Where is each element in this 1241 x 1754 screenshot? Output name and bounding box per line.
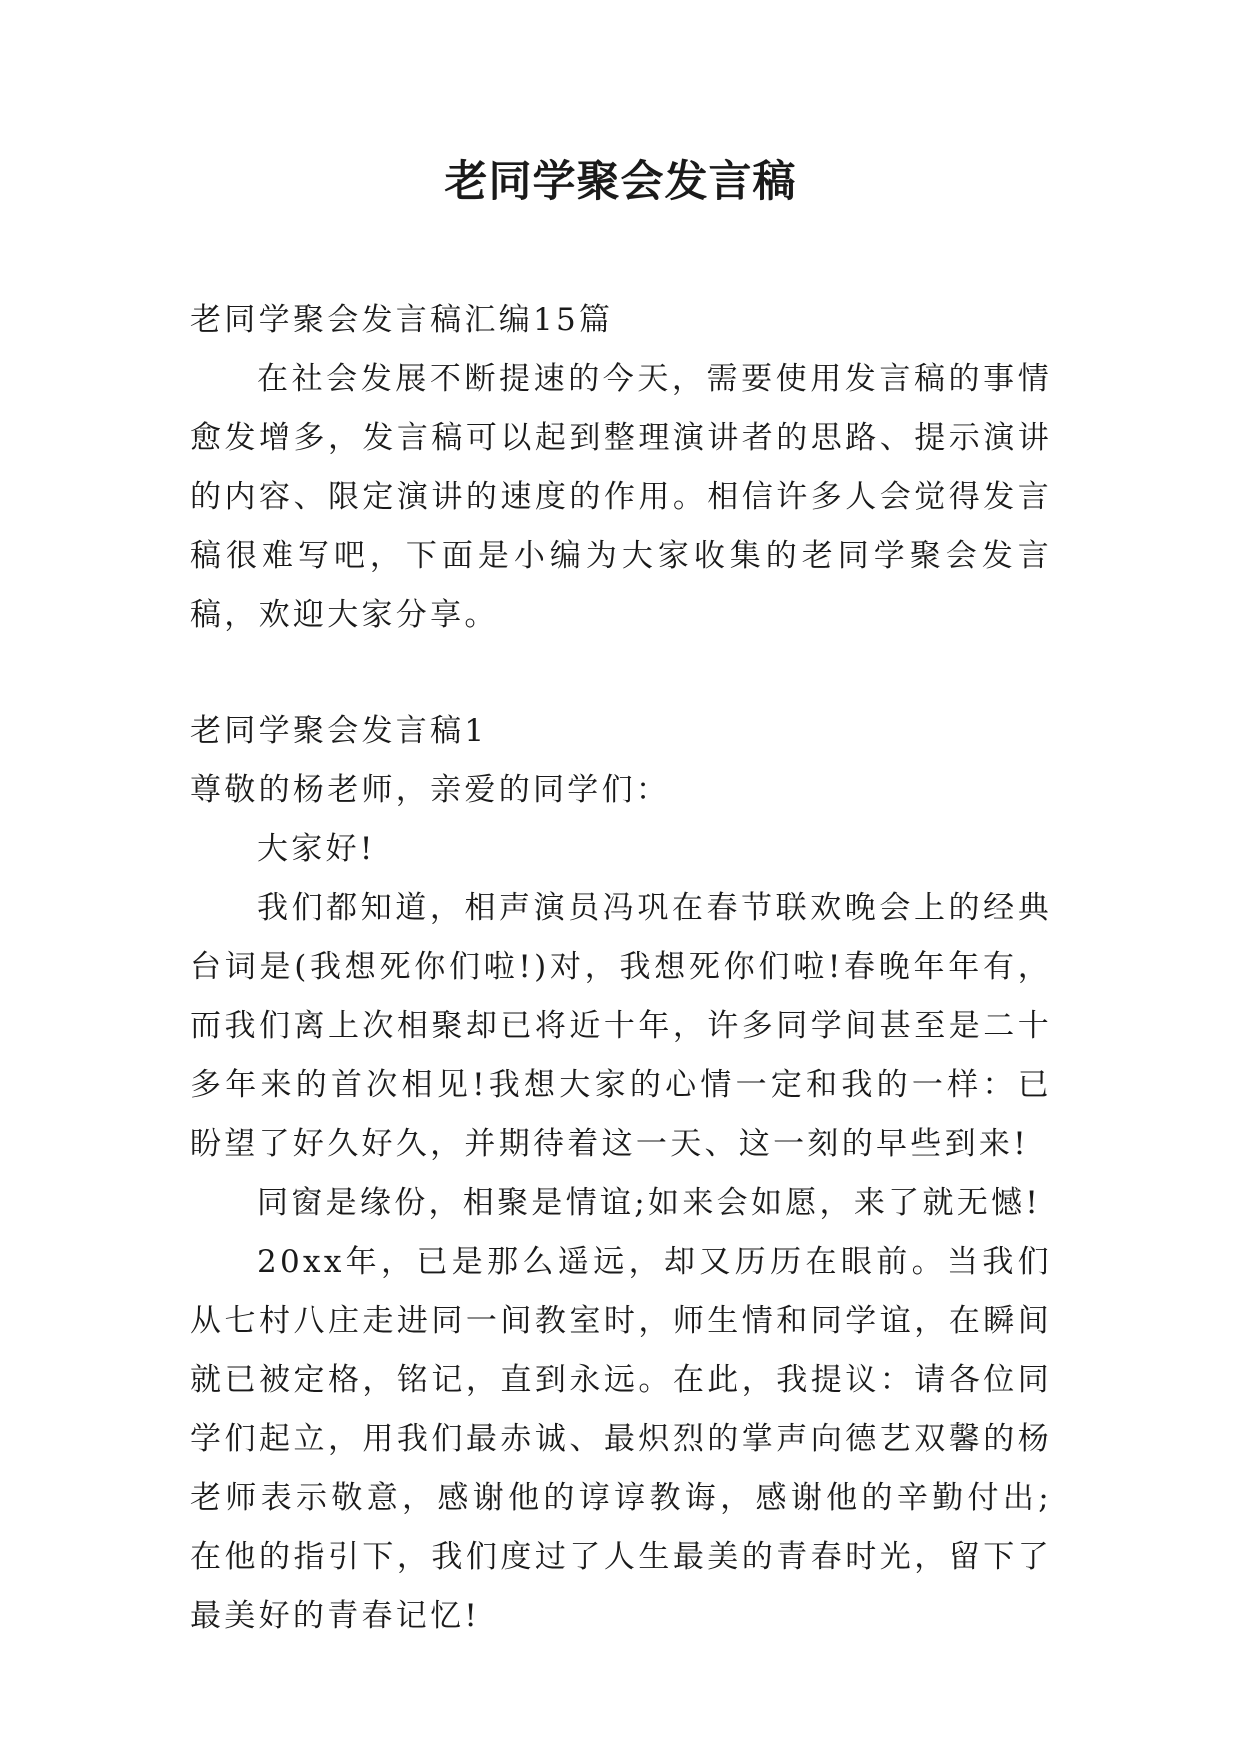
salutation: 尊敬的杨老师，亲爱的同学们： bbox=[190, 772, 671, 808]
document-title: 老同学聚会发言稿 bbox=[444, 157, 797, 207]
body-paragraph: 同窗是缘份，相聚是情谊;如来会如愿，来了就无憾! bbox=[257, 1185, 1042, 1221]
document-body bbox=[190, 291, 1052, 1646]
section-gap bbox=[190, 645, 1052, 702]
body-paragraph: 我们都知道，相声演员冯巩在春节联欢晚会上的经典台词是(我想死你们啦!)对，我想死你们啦!春晚年年有，而我们离上次相聚却已将近十年，许多同学间甚至是二十多年来的首次相见!我想大家的心情一定和我的一样：已盼望了好久好久，并期待着这一天、这一刻的早些到来! bbox=[190, 890, 1052, 1162]
section-heading: 老同学聚会发言稿1 bbox=[190, 713, 488, 749]
greeting: 大家好! bbox=[257, 831, 376, 867]
body-paragraph: 20xx年，已是那么遥远，却又历历在眼前。当我们从七村八庄走进同一间教室时，师生情和同学谊，在瞬间就已被定格，铭记，直到永远。在此，我提议：请各位同学们起立，用我们最赤诚、最炽烈的掌声向德艺双馨的杨老师表示敬意，感谢他的谆谆教诲，感谢他的辛勤付出;在他的指引下，我们度过了人生最美的青春时光，留下了最美好的青春记忆! bbox=[190, 1244, 1052, 1634]
intro-paragraph: 在社会发展不断提速的今天，需要使用发言稿的事情愈发增多，发言稿可以起到整理演讲者的思路、提示演讲的内容、限定演讲的速度的作用。相信许多人会觉得发言稿很难写吧，下面是小编为大家收集的老同学聚会发言稿，欢迎大家分享。 bbox=[190, 361, 1052, 633]
document-subtitle: 老同学聚会发言稿汇编15篇 bbox=[190, 302, 614, 338]
